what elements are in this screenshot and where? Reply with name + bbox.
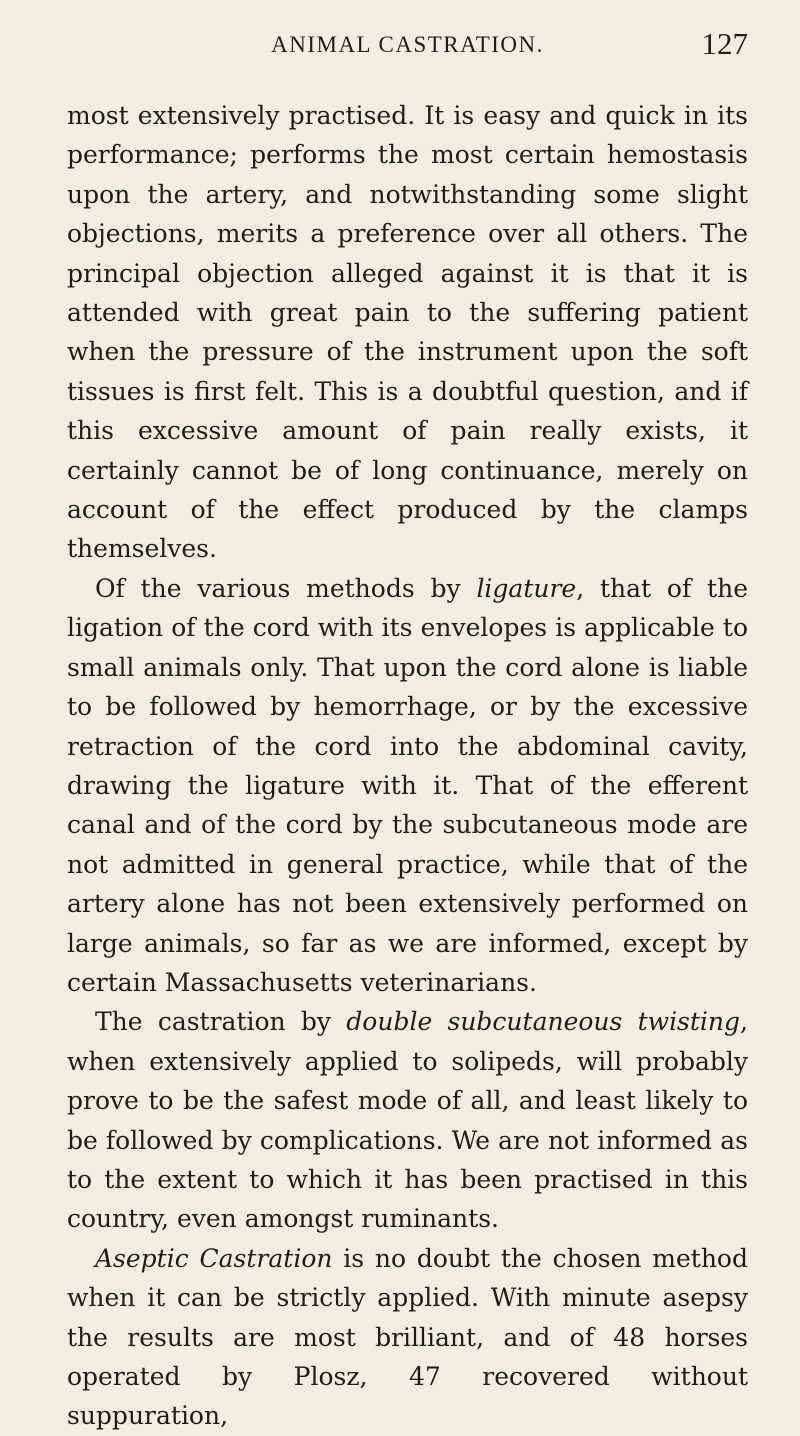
paragraph-3-rest: , when extensively applied to solipeds, will probably prove to be the safest mode of all, and least likely to be followed by complications. We are not informed as to the extent to which it has been practised in this country, even amongst ruminants. [67,1007,748,1234]
paragraph-2-rest: , that of the ligation of the cord with its envelopes is applicable to small animals only. That upon the cord alone is liable to be followed by hemorrhage, or by the excessive retraction of the cord into the abdominal cavity, drawing the ligature with it. That of the efferent canal and of the cord by the subcutaneous mode are not admitted in general practice, while that of the artery alone has not been extensively performed on large animals, so far as we are informed, except by certain Massachusetts veterinarians. [67,573,748,997]
paragraph-1: most extensively practised. It is easy and quick in its performance; performs the most certain hemostasis upon the artery, and notwithstanding some slight objections, merits a preference over all others. The principal objection alleged against it is that it is attended with great pain to the suffering patient when the pressure of the instrument upon the soft tissues is first felt. This is a doubtful question, and if this excessive amount of pain really exists, it certainly cannot be of long continuance, merely on account of the effect produced by the clamps themselves. [67,101,748,564]
paragraph-4-rest: is no doubt the chosen method when it can be strictly applied. With minute asepsy the results are most brilliant, and of 48 horses operated by Plosz, 47 recovered without suppuration, [67,1243,748,1431]
paragraph-3-lead: The castration by [95,1007,347,1037]
paragraph-2 [67,569,748,1002]
paragraph-2-lead: Of the various methods by [95,573,477,603]
paragraph-4 [67,1239,748,1436]
running-head [67,18,748,78]
paragraph-4-term: Aseptic Castration [95,1243,333,1273]
paragraph-3 [67,1002,748,1238]
running-title: ANIMAL CASTRATION. [271,32,544,57]
paragraph-2-term: ligature [476,573,577,603]
body-text [67,96,748,1436]
page-number: 127 [701,26,748,61]
paragraph-3-term: double subcutaneous twisting [346,1007,741,1037]
